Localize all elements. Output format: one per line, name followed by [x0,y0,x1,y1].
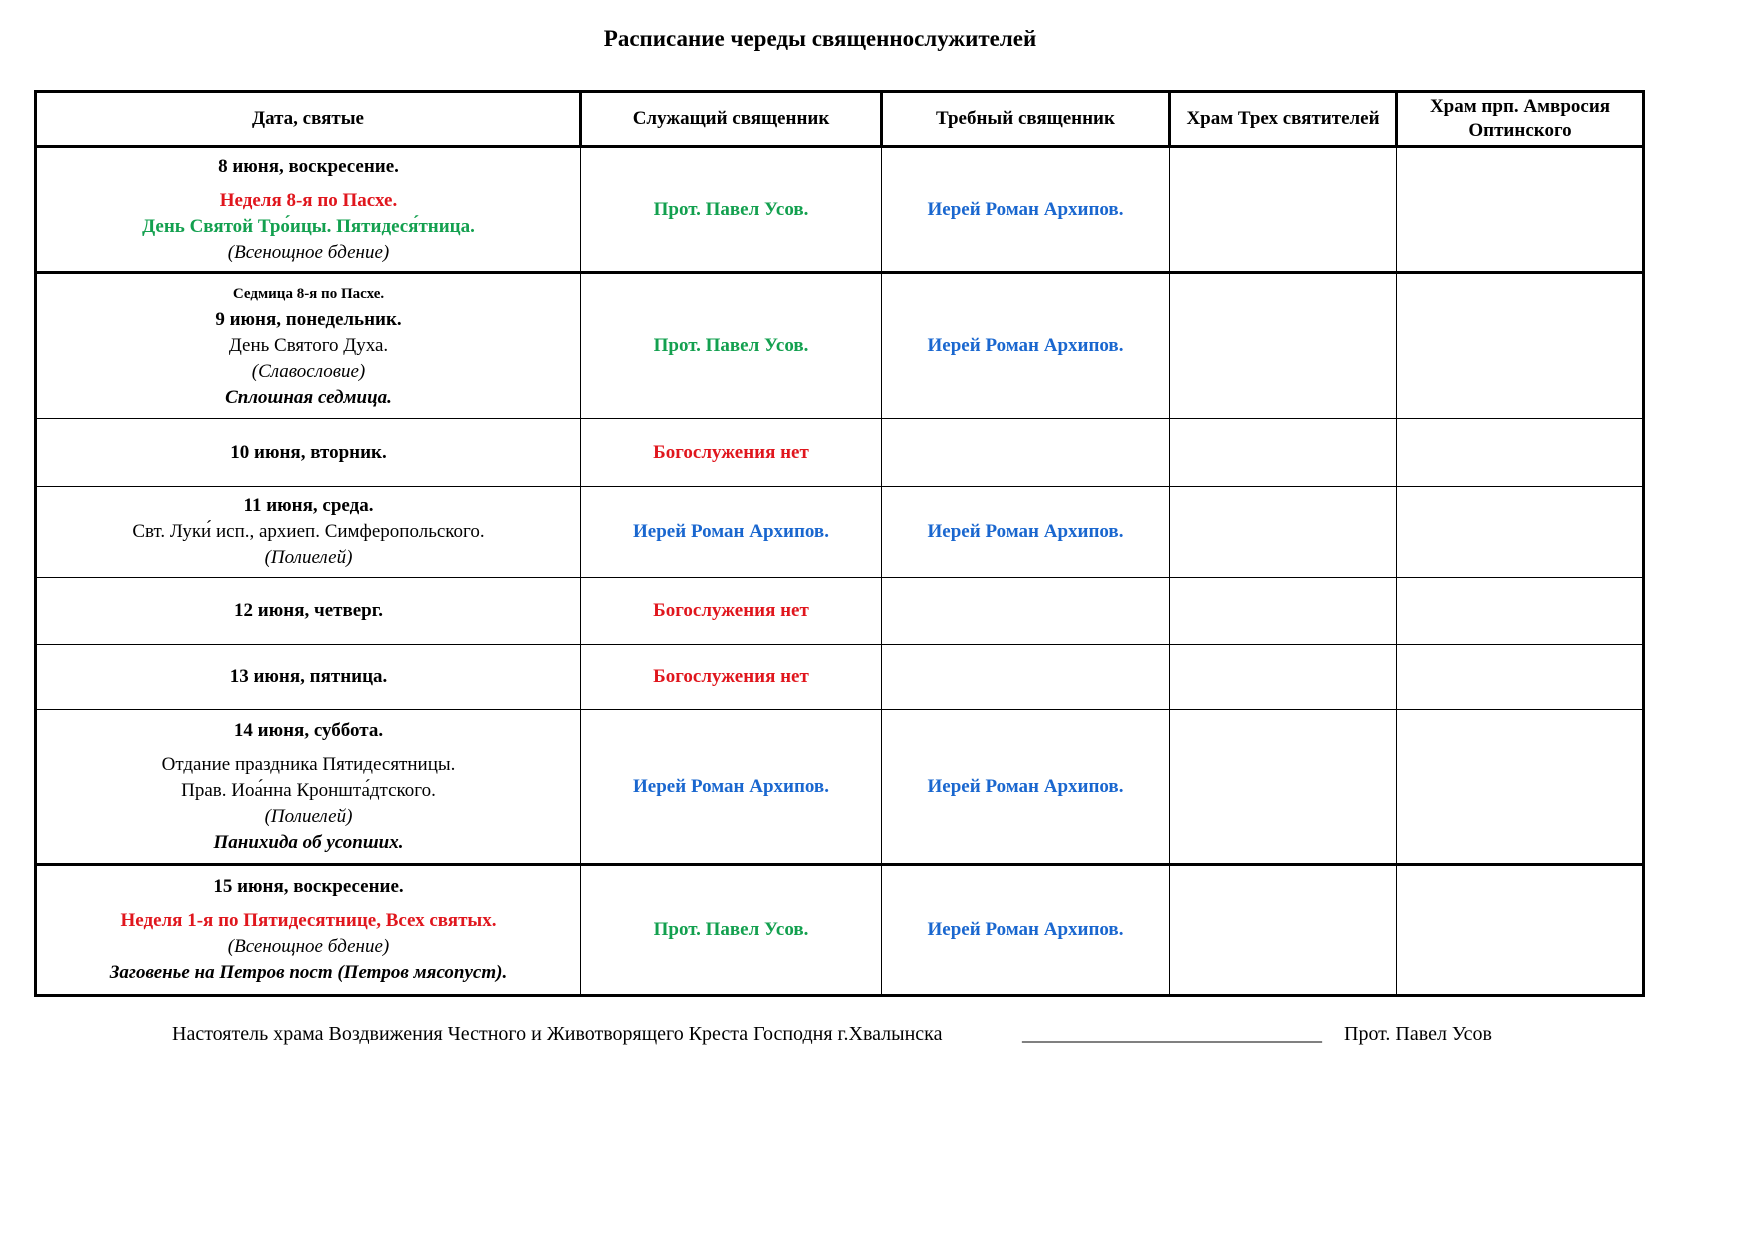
date-cell [36,273,581,419]
table-row [36,710,1644,865]
date-line: (Славословие) [251,361,366,382]
hram-amvrosiya-cell [1397,645,1644,710]
hram-trex-cell [1170,147,1397,273]
line-gap [41,900,576,908]
hram-amvrosiya-cell [1397,578,1644,645]
footer-rector-name: Прот. Павел Усов [1344,1023,1492,1045]
date-line: 15 июня, воскресение. [213,876,404,897]
signature-line: ______________________________ [1022,1023,1322,1045]
serving-priest: Иерей Роман Архипов. [633,521,829,542]
serving-priest-cell [581,419,882,487]
schedule-table [34,90,1645,997]
date-line: Прав. Иоа́нна Кроншта́дтского. [181,779,436,801]
serving-priest: Богослужения нет [653,600,809,621]
date-line: Неделя 8-я по Пасхе. [219,189,398,211]
serving-priest-cell [581,147,882,273]
treb-priest: Иерей Роман Архипов. [927,335,1124,356]
hram-amvrosiya-cell [1397,273,1644,419]
date-line: 12 июня, четверг. [234,600,383,621]
serving-priest-cell [581,578,882,645]
date-cell [36,710,581,865]
date-line: 13 июня, пятница. [229,666,388,687]
serving-priest: Прот. Павел Усов. [653,198,809,220]
schedule-body [36,147,1644,996]
serving-priest: Богослужения нет [653,441,809,463]
table-row [36,147,1644,273]
date-line: Свт. Луки́ исп., архиеп. Симферопольского. [132,521,485,542]
serving-priest-cell [581,273,882,419]
date-line: Отдание праздника Пятидесятницы. [161,753,456,775]
table-row [36,865,1644,996]
serving-priest: Прот. Павел Усов. [653,335,809,356]
footer-rector-text: Настоятель храма Воздвижения Честного и Животворящего Креста Господня г.Хвалынска [172,1023,943,1045]
hram-trex-cell [1170,273,1397,419]
hram-trex-cell [1170,578,1397,645]
date-line: 8 июня, воскресение. [218,155,399,177]
serving-priest: Богослужения нет [653,666,809,687]
date-line: Панихида об усопших. [213,831,404,853]
hram-trex-cell [1170,710,1397,865]
date-line: (Полиелей) [264,547,353,568]
treb-priest: Иерей Роман Архипов. [927,198,1124,220]
header-serving-priest: Служащий священник [581,92,882,147]
date-line: 10 июня, вторник. [230,441,387,463]
date-line: Сплошная седмица. [225,387,392,408]
date-cell [36,419,581,487]
treb-priest-cell [882,578,1170,645]
date-cell [36,865,581,996]
serving-priest-cell [581,865,882,996]
date-line: 14 июня, суббота. [233,719,384,741]
serving-priest: Прот. Павел Усов. [653,919,809,940]
serving-priest-cell [581,645,882,710]
date-line: (Всенощное бдение) [227,936,390,957]
date-line: 9 июня, понедельник. [215,309,402,330]
date-line: (Всенощное бдение) [227,241,390,263]
line-gap [41,744,576,752]
serving-priest-cell [581,710,882,865]
treb-priest-cell [882,419,1170,487]
treb-priest-cell [882,865,1170,996]
serving-priest: Иерей Роман Архипов. [633,775,829,797]
treb-priest-cell [882,273,1170,419]
date-line: Неделя 1-я по Пятидесятнице, Всех святых. [120,910,497,931]
date-cell [36,487,581,578]
hram-trex-cell [1170,419,1397,487]
date-cell [36,147,581,273]
date-cell [36,578,581,645]
header-row [36,92,1644,147]
table-row [36,273,1644,419]
date-line: Заговенье на Петров пост (Петров мясопуст). [109,962,508,983]
treb-priest-cell [882,645,1170,710]
date-cell [36,645,581,710]
serving-priest-cell [581,487,882,578]
hram-amvrosiya-cell [1397,710,1644,865]
date-line: Седмица 8-я по Пасхе. [232,286,385,302]
header-date: Дата, святые [36,92,581,147]
hram-trex-cell [1170,865,1397,996]
header-treb-priest: Требный священник [882,92,1170,147]
line-gap [41,180,576,188]
treb-priest-cell [882,487,1170,578]
hram-amvrosiya-cell [1397,487,1644,578]
header-hram-trex-svyatiteley: Храм Трех святителей [1170,92,1397,147]
table-row [36,578,1644,645]
header-hram-amvrosiya: Храм прп. Амвросия Оптинского [1397,92,1644,147]
hram-trex-cell [1170,487,1397,578]
date-line: День Святого Духа. [228,335,389,356]
treb-priest: Иерей Роман Архипов. [927,919,1124,940]
page-title: Расписание череды священнослужителей [603,26,1037,51]
table-row [36,487,1644,578]
hram-trex-cell [1170,645,1397,710]
treb-priest-cell [882,710,1170,865]
table-row [36,419,1644,487]
date-line: День Святой Тро́ицы. Пятидеся́тница. [142,215,475,237]
treb-priest: Иерей Роман Архипов. [927,521,1124,542]
hram-amvrosiya-cell [1397,419,1644,487]
treb-priest-cell [882,147,1170,273]
date-line: 11 июня, среда. [243,495,374,516]
hram-amvrosiya-cell [1397,865,1644,996]
table-row [36,645,1644,710]
date-line: (Полиелей) [264,805,353,827]
hram-amvrosiya-cell [1397,147,1644,273]
treb-priest: Иерей Роман Архипов. [927,775,1124,797]
